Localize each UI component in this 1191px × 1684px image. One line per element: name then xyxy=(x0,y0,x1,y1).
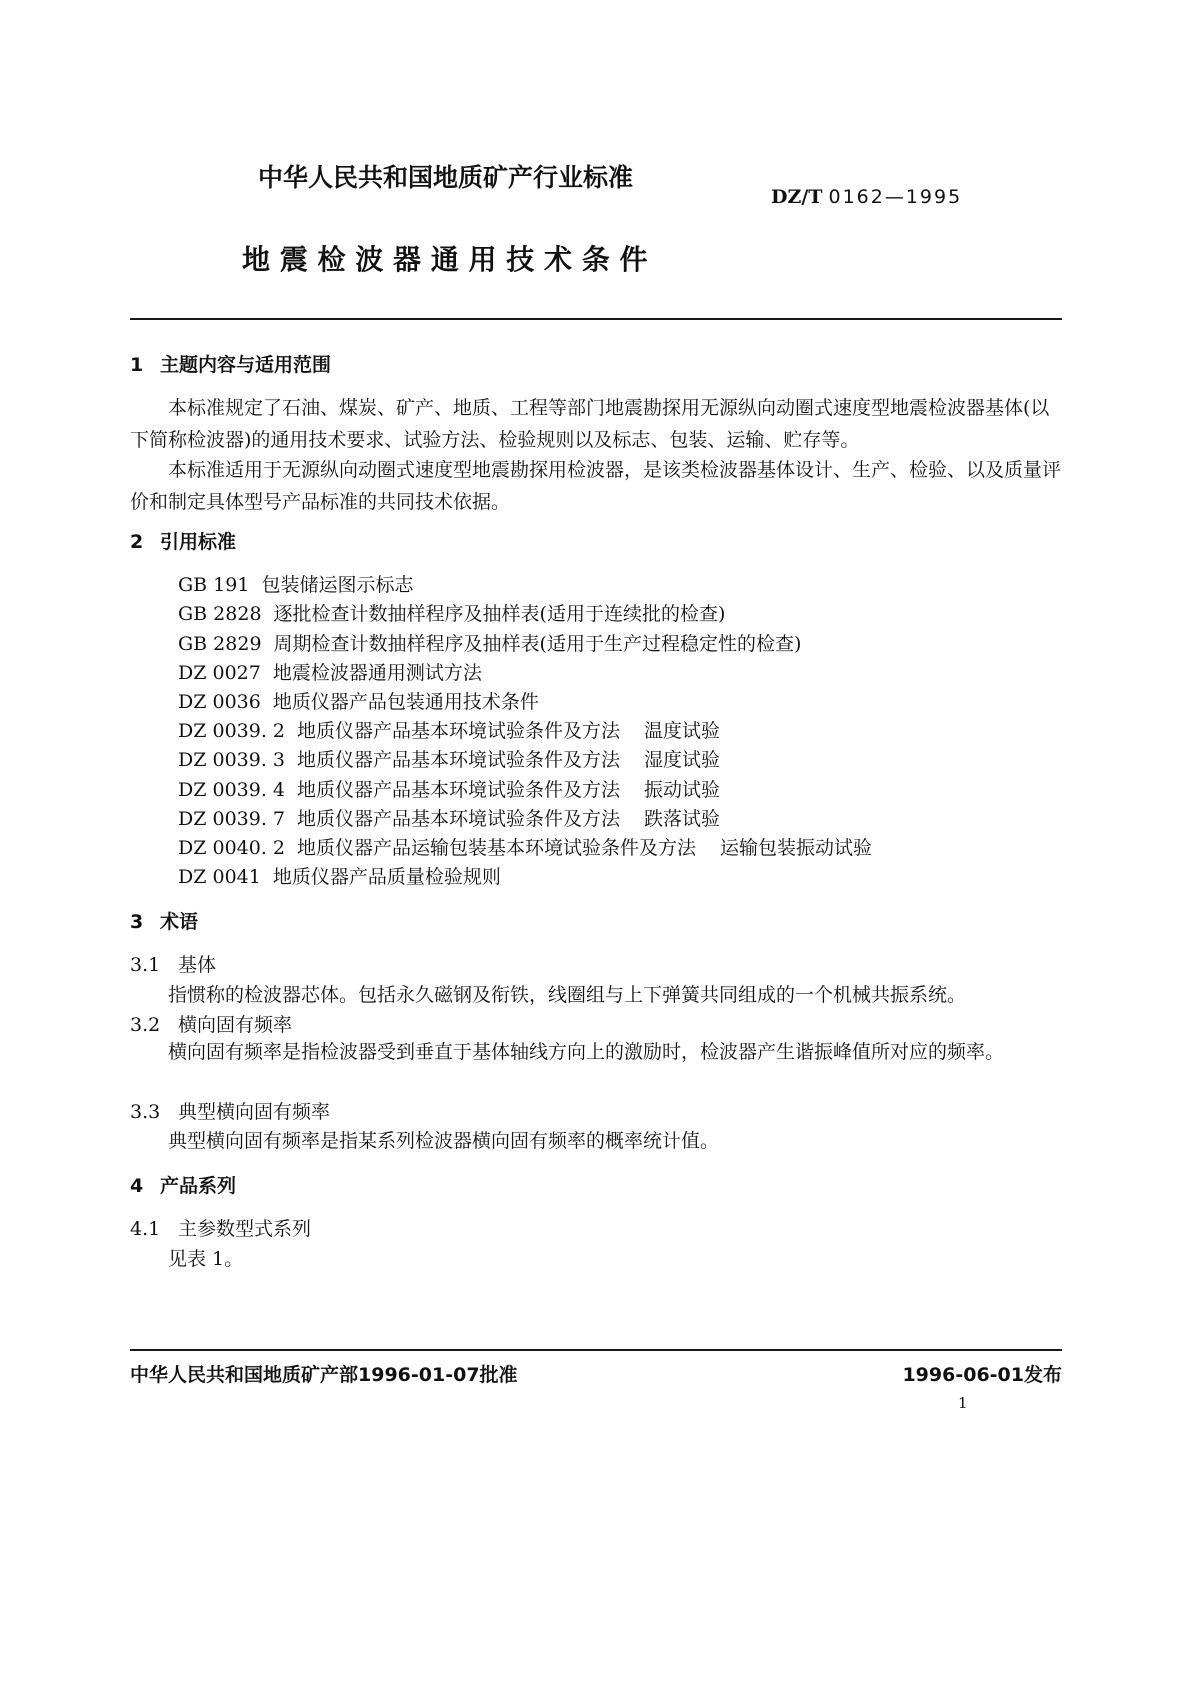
term-4-1-body: 见表 1。 xyxy=(168,1248,244,1270)
reference-item xyxy=(178,775,720,802)
section-3-heading xyxy=(130,907,198,934)
reference-item xyxy=(178,804,720,831)
section-1-heading xyxy=(130,350,331,377)
reference-item xyxy=(178,658,482,685)
reference-item xyxy=(178,687,539,714)
term-3-3-heading xyxy=(130,1097,330,1124)
release-statement: 1996-06-01发布 xyxy=(902,1364,1062,1386)
header-divider xyxy=(130,318,1062,320)
reference-code: DZ 0039. 7 xyxy=(178,808,285,830)
standard-code-number: 0162—1995 xyxy=(828,186,963,208)
term-3-1-heading xyxy=(130,950,216,977)
term-number: 3.3 xyxy=(130,1101,161,1123)
term-title: 典型横向固有频率 xyxy=(178,1101,331,1123)
reference-subtitle: 温度试验 xyxy=(644,720,721,742)
reference-code: GB 2828 xyxy=(178,603,262,625)
reference-subtitle: 湿度试验 xyxy=(644,749,721,771)
reference-code: DZ 0041 xyxy=(178,866,261,888)
reference-title: 地质仪器产品基本环境试验条件及方法 xyxy=(297,808,621,830)
document-title: 地 震 检 波 器 通 用 技 术 条 件 xyxy=(242,243,648,276)
reference-title: 地质仪器产品质量检验规则 xyxy=(272,866,501,888)
reference-code: GB 2829 xyxy=(178,633,262,655)
reference-item xyxy=(178,599,725,626)
reference-title: 地质仪器产品包装通用技术条件 xyxy=(272,691,539,713)
reference-title: 周期检查计数抽样程序及抽样表(适用于生产过程稳定性的检查) xyxy=(273,633,802,655)
standard-code-prefix: DZ/T xyxy=(771,186,823,208)
reference-subtitle: 跌落试验 xyxy=(644,808,721,830)
section-title: 术语 xyxy=(160,911,199,933)
reference-code: DZ 0039. 3 xyxy=(178,749,285,771)
reference-title: 地质仪器产品基本环境试验条件及方法 xyxy=(297,749,621,771)
term-3-3-body: 典型横向固有频率是指某系列检波器横向固有频率的概率统计值。 xyxy=(168,1130,720,1152)
page-number: 1 xyxy=(958,1394,968,1412)
term-number: 3.1 xyxy=(130,954,161,976)
org-title: 中华人民共和国地质矿产行业标准 xyxy=(258,163,634,192)
section-number: 4 xyxy=(130,1175,144,1197)
reference-title: 逐批检查计数抽样程序及抽样表(适用于连续批的检查) xyxy=(273,603,726,625)
approval-statement: 中华人民共和国地质矿产部1996-01-07批准 xyxy=(130,1364,518,1386)
reference-item xyxy=(178,716,720,743)
reference-code: DZ 0027 xyxy=(178,662,261,684)
term-3-2-body: 横向固有频率是指检波器受到垂直于基体轴线方向上的激励时，检波器产生谐振峰值所对应的频率。 xyxy=(168,1041,1005,1063)
term-number: 4.1 xyxy=(130,1218,161,1240)
reference-item xyxy=(178,833,872,860)
reference-code: GB 191 xyxy=(178,574,250,596)
term-3-2-heading xyxy=(130,1010,292,1037)
section-number: 3 xyxy=(130,911,144,933)
reference-title: 地质仪器产品运输包装基本环境试验条件及方法 xyxy=(297,837,697,859)
section-2-heading xyxy=(130,527,236,554)
section-4-heading xyxy=(130,1171,236,1198)
reference-subtitle: 振动试验 xyxy=(644,779,721,801)
reference-item xyxy=(178,745,720,772)
reference-item xyxy=(178,629,801,656)
reference-item xyxy=(178,570,413,597)
term-title: 主参数型式系列 xyxy=(178,1218,312,1240)
footer-divider xyxy=(130,1349,1062,1351)
reference-title: 地质仪器产品基本环境试验条件及方法 xyxy=(297,779,621,801)
reference-item xyxy=(178,862,501,889)
section-number: 1 xyxy=(130,354,144,376)
term-title: 横向固有频率 xyxy=(178,1014,293,1036)
reference-code: DZ 0039. 4 xyxy=(178,779,285,801)
reference-title: 地质仪器产品基本环境试验条件及方法 xyxy=(297,720,621,742)
reference-code: DZ 0039. 2 xyxy=(178,720,285,742)
reference-code: DZ 0036 xyxy=(178,691,261,713)
term-title: 基体 xyxy=(178,954,217,976)
section-title: 引用标准 xyxy=(160,531,237,553)
standard-code xyxy=(771,186,962,208)
reference-title: 包装储运图示标志 xyxy=(261,574,414,596)
section-title: 产品系列 xyxy=(160,1175,237,1197)
section-title: 主题内容与适用范围 xyxy=(160,354,332,376)
term-3-1-body: 指惯称的检波器芯体。包括永久磁钢及衔铁，线圈组与上下弹簧共同组成的一个机械共振系统。 xyxy=(168,984,967,1006)
section-1-paragraph-2: 本标准适用于无源纵向动圈式速度型地震勘探用检波器，是该类检波器基体设计、生产、检验、以及质量评价和制定具体型号产品标准的共同技术依据。 xyxy=(130,459,1062,513)
term-number: 3.2 xyxy=(130,1014,161,1036)
reference-title: 地震检波器通用测试方法 xyxy=(272,662,482,684)
section-number: 2 xyxy=(130,531,144,553)
reference-subtitle: 运输包装振动试验 xyxy=(720,837,873,859)
term-4-1-heading xyxy=(130,1214,311,1241)
section-1-paragraph-1: 本标准规定了石油、煤炭、矿产、地质、工程等部门地震勘探用无源纵向动圈式速度型地震检波器基体(以下简称检波器)的通用技术要求、试验方法、检验规则以及标志、包装、运输、贮存等。 xyxy=(130,397,1050,451)
reference-code: DZ 0040. 2 xyxy=(178,837,285,859)
